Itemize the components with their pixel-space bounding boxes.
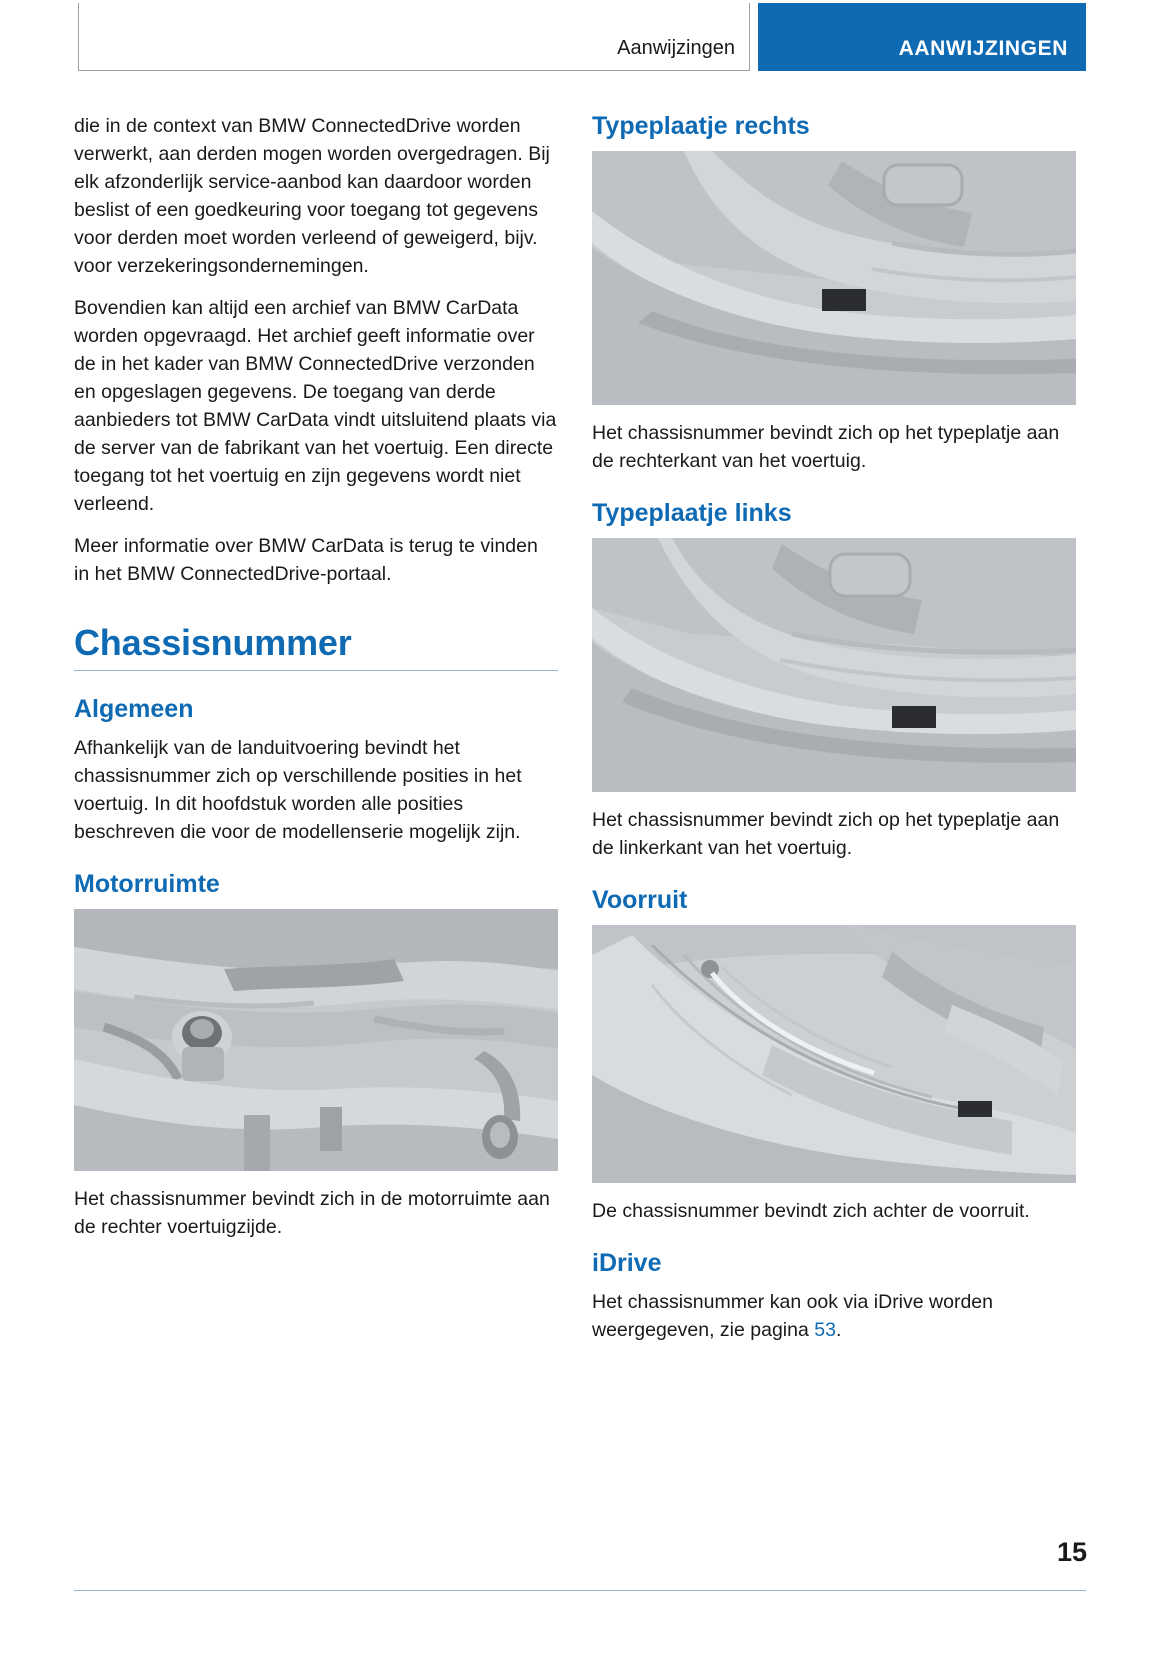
idrive-text-suffix: .	[835, 1319, 842, 1341]
section-heading-typeplaatje-rechts: Typeplaatje rechts	[592, 112, 810, 140]
page-header	[0, 0, 1165, 74]
paragraph-cardata-archive: Bovendien kan altijd een archief van BMW CarData worden opgevraagd. Het archief geeft informatie over de in het kader van BMW ConnectedDrive verzonden en opgeslagen gegevens. De toegang van derde aanbieders tot BMW CarData vindt uitsluitend plaats via de server van de fabrikant van het voertuig. Een directe toegang tot het voertuig en zijn gegevens wordt niet verleend.	[74, 297, 557, 515]
caption-idrive	[592, 1288, 1076, 1344]
breadcrumb: Aanwijzingen	[617, 37, 735, 59]
section-heading-idrive: iDrive	[592, 1249, 662, 1277]
chapter-divider	[74, 670, 558, 671]
caption-motorruimte: Het chassisnummer bevindt zich in de motorruimte aan de rechter voertuigzijde.	[74, 1188, 550, 1238]
section-heading-algemeen: Algemeen	[74, 695, 194, 723]
header-chapter-tab	[758, 3, 1086, 71]
section-heading-voorruit: Voorruit	[592, 886, 688, 914]
section-heading-motorruimte: Motorruimte	[74, 870, 220, 898]
footer-divider	[74, 1590, 1086, 1591]
page-title: Chassisnummer	[74, 622, 352, 663]
engine-compartment-drawing	[74, 909, 558, 1171]
windscreen-drawing	[592, 925, 1076, 1183]
windscreen-illustration	[592, 925, 1076, 1183]
page-number: 15	[1056, 1537, 1087, 1567]
page-reference-link[interactable]: 53	[814, 1319, 836, 1341]
caption-typeplaatje-links: Het chassisnummer bevindt zich op het typeplatje aan de linkerkant van het voertuig.	[592, 809, 1060, 859]
left-column	[74, 112, 558, 1247]
right-door-sill-drawing	[592, 151, 1076, 405]
caption-typeplaatje-rechts: Het chassisnummer bevindt zich op het typeplatje aan de rechterkant van het voertuig.	[592, 422, 1060, 472]
caption-voorruit: De chassisnummer bevindt zich achter de voorruit.	[592, 1200, 1030, 1222]
right-door-sill-illustration	[592, 151, 1076, 405]
idrive-text-prefix: Het chassisnummer kan ook via iDrive worden weergegeven, zie pagina	[592, 1291, 993, 1341]
paragraph-cardata-portal: Meer informatie over BMW CarData is terug te vinden in het BMW ConnectedDrive-portaal.	[74, 535, 538, 585]
header-breadcrumb-box	[78, 3, 750, 71]
left-door-sill-illustration	[592, 538, 1076, 792]
left-door-sill-drawing	[592, 538, 1076, 792]
paragraph-cardata-transfer: die in de context van BMW ConnectedDrive worden verwerkt, aan derden mogen worden overgedragen. Bij elk afzonderlijk service-aanbod kan daardoor worden beslist of een goedkeuring voor toegang tot gegevens voor derden moet worden verleend of geweigerd, bijv. voor verzekeringsondernemingen.	[74, 115, 550, 277]
engine-compartment-illustration	[74, 909, 558, 1171]
section-heading-typeplaatje-links: Typeplaatje links	[592, 499, 792, 527]
right-column	[592, 112, 1076, 1350]
paragraph-algemeen: Afhankelijk van de landuitvoering bevindt het chassisnummer zich op verschillende posities in het voertuig. In dit hoofdstuk worden alle posities beschreven die voor de modellenserie mogelijk zijn.	[74, 737, 522, 843]
header-chapter-tab-label: AANWIJZINGEN	[898, 37, 1068, 60]
